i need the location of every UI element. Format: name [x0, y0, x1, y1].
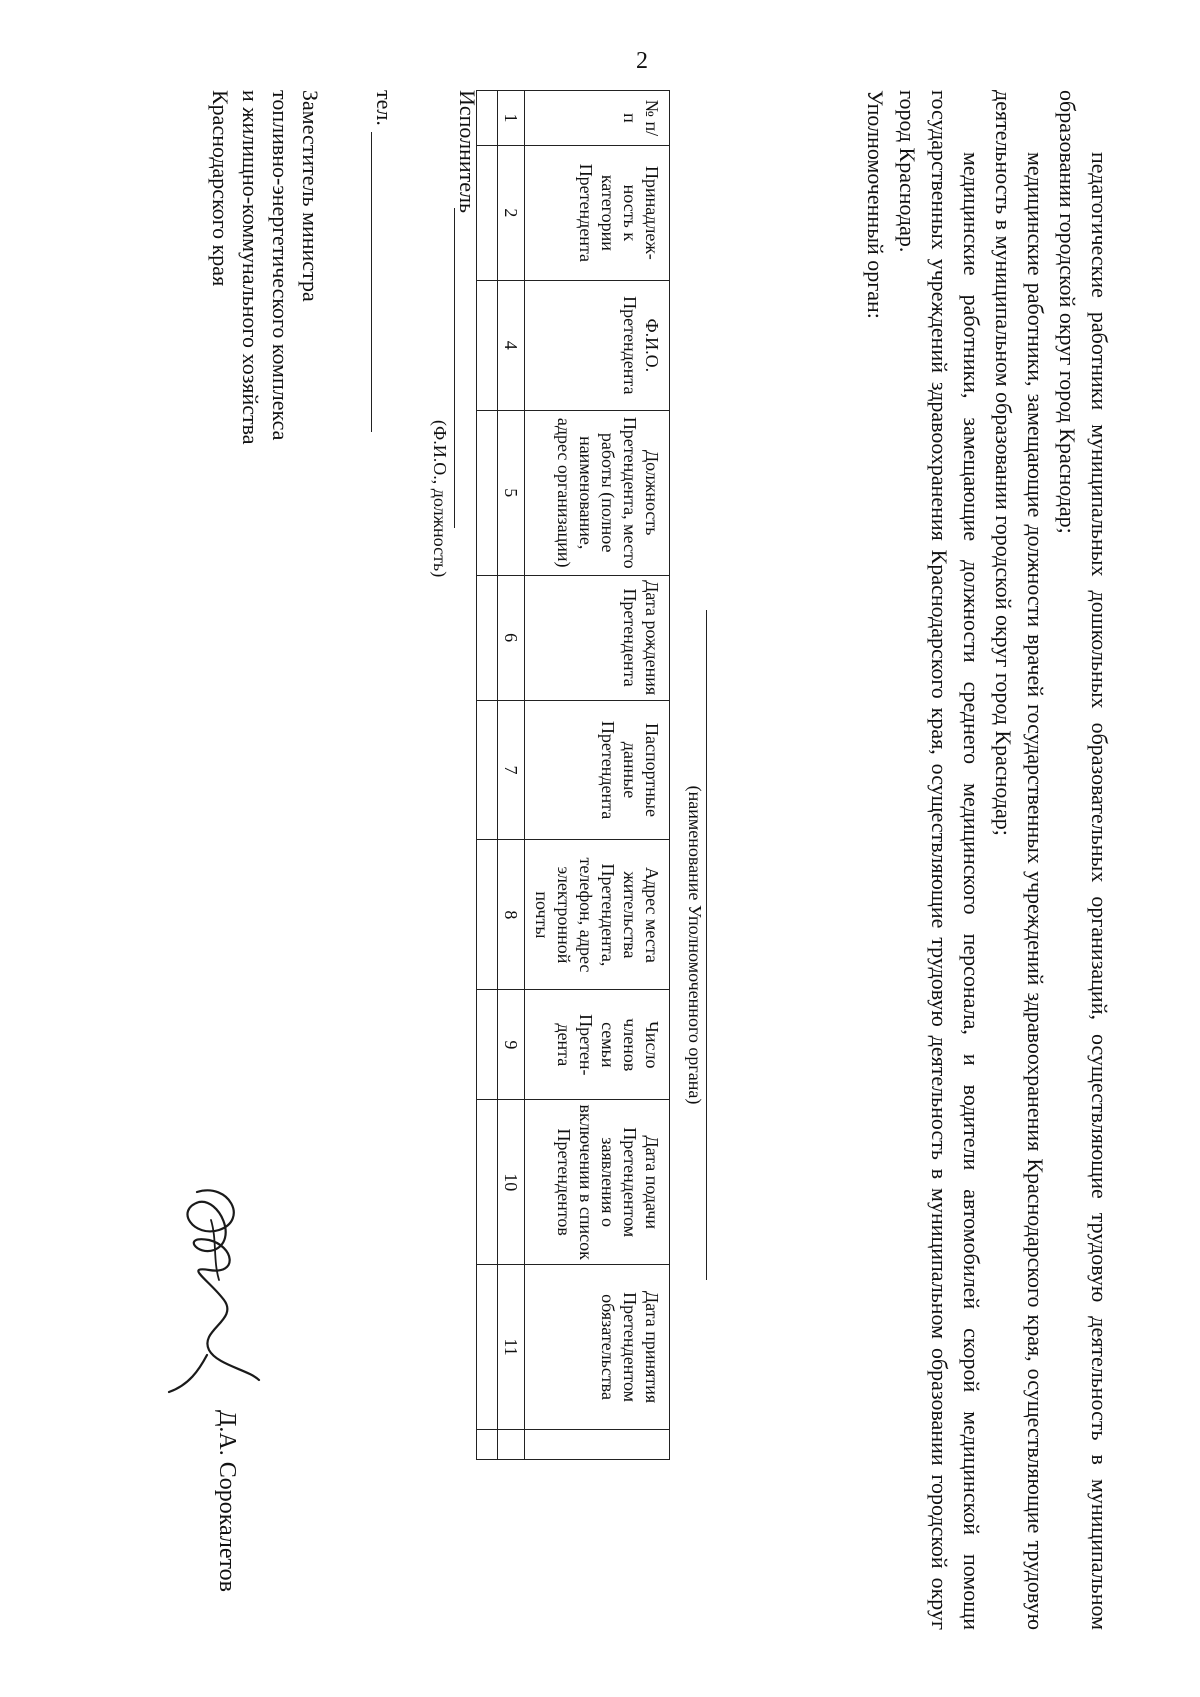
- tel-line: [371, 132, 372, 432]
- signer-line: Краснодарского края: [208, 90, 233, 287]
- number-cell: 1: [498, 91, 525, 146]
- number-cell: 11: [498, 1265, 525, 1430]
- header-cell-empty: [525, 1429, 670, 1459]
- header-cell: Принадлеж-ность к категории Претендента: [525, 145, 670, 280]
- handwritten-signature: [149, 1180, 269, 1400]
- number-cell-empty: [498, 1429, 525, 1459]
- body-text: [859, 90, 1115, 1630]
- paragraph-teachers: педагогические работники муниципальных дошкольных образовательных организаций, осуществляющие трудовую деятельность в муниципальном образовании городской округ город Краснодар;: [1055, 90, 1112, 1630]
- paragraph-nurses-drivers: медицинские работники, замещающие должности среднего медицинского персонала, и водители автомобилей скорой медицинской помощи государственных учреждений здравоохранения Краснодарского края, осуществляющие трудовую деятельность в муниципальном образовании городской округ город Краснодар.: [895, 90, 984, 1630]
- tel-label: тел.: [372, 90, 397, 126]
- executor-caption: (Ф.И.О., должность): [430, 420, 450, 578]
- number-cell: 7: [498, 700, 525, 840]
- header-cell: Дата рождения Претендента: [525, 575, 670, 700]
- signer-line: Заместитель министра: [298, 90, 323, 302]
- header-cell: Ф.И.О. Претендента: [525, 280, 670, 410]
- number-cell: 4: [498, 280, 525, 410]
- header-cell: Паспортные данные Претендента: [525, 700, 670, 840]
- number-cell: 10: [498, 1100, 525, 1265]
- authorized-body-caption: (наименование Уполномоченного органа): [685, 785, 705, 1105]
- executor-line: [454, 208, 455, 528]
- number-cell: 8: [498, 840, 525, 990]
- executor-label: Исполнитель: [455, 90, 480, 214]
- header-cell: № п/п: [525, 91, 670, 146]
- authorized-body-label: Уполномоченный орган:: [863, 90, 888, 319]
- number-cell: 5: [498, 410, 525, 575]
- signer-line: и жилищно-коммунального хозяйства: [238, 90, 263, 445]
- header-cell: Дата подачи Претендентом заявления о включении в список Претендентов: [525, 1100, 670, 1265]
- number-cell: 6: [498, 575, 525, 700]
- signer-line: топливно-энергетического комплекса: [268, 90, 293, 441]
- page-number: 2: [636, 48, 648, 74]
- signer-name: Д.А. Сорокалетов: [214, 1410, 240, 1593]
- header-cell: Адрес места жительства Претендента, телефон, адрес электронной почты: [525, 840, 670, 990]
- header-cell: Число членов семьи Претен-дента: [525, 990, 670, 1100]
- table-header-row: [525, 91, 670, 1460]
- table-numbering-row: [498, 91, 525, 1460]
- table-empty-row: [477, 91, 498, 1460]
- applicants-table: [476, 90, 670, 1460]
- number-cell: 9: [498, 990, 525, 1100]
- paragraph-doctors: медицинские работники, замещающие должности врачей государственных учреждений здравоохранения Краснодарского края, осуществляющие трудовую деятельность в муниципальном образовании городской округ город Краснодар;: [991, 90, 1048, 1630]
- authorized-body-line: [706, 610, 707, 1280]
- rotated-page-content: [0, 90, 1115, 1630]
- number-cell: 2: [498, 145, 525, 280]
- header-cell: Должность Претендента, место работы (полное наименование, адрес организации): [525, 410, 670, 575]
- header-cell: Дата принятия Претендентом обязательства: [525, 1265, 670, 1430]
- signer-position: [205, 90, 325, 445]
